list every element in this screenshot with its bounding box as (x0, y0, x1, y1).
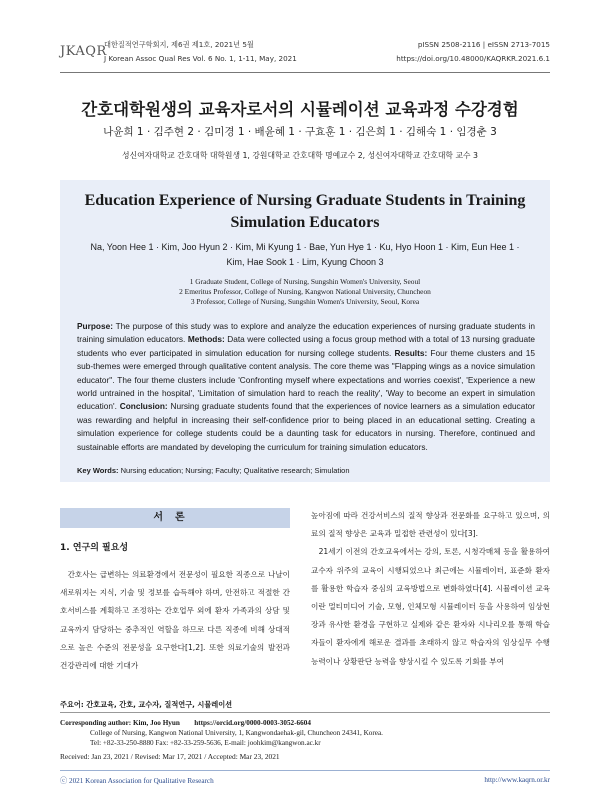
subsection-heading: 1. 연구의 필요성 (60, 543, 129, 553)
corresponding-author-line (60, 718, 550, 728)
affiliation-line: 3 Professor, College of Nursing, Sungshin Women's University, Seoul, Korea (190, 297, 420, 306)
corresponding-author-block (60, 718, 550, 748)
orcid-link[interactable]: https://orcid.org/0000-0003-3052-6604 (194, 719, 311, 727)
body-paragraph: 21세기 이전의 간호교육에서는 강의, 토론, 시청각매체 등을 활용하여 교수자 위주의 교육이 시행되었으나 최근에는 시뮬레이터, 표준화 환자를 활용한 학습자 중심의 교육방법으로 변화하였다[4]. 시뮬레이션 교육이란 멀티미디어 기술, 모형, 인체모형 시뮬레이터 등을 사용하여 임상현장과 유사한 환경을 구현하고 실제와 같은 환자와 시나리오를 통해 학습자들이 환자에게 해로운 결과를 초래하지 않고 학습자의 임상실무 수행능력이나 상황판단 능력을 향상시킬 수 있도록 기회를 부여 (311, 547, 550, 666)
keywords-label: Key Words: (77, 466, 119, 475)
abstract-text (77, 320, 535, 454)
english-title-line: Education Experience of Nursing Graduate Students in Training (84, 192, 526, 209)
keywords-text: Nursing education; Nursing; Faculty; Qualitative research; Simulation (118, 466, 350, 475)
author-address: College of Nursing, Kangwon National University, 1, Kangwondaehak-gil, Chuncheon 24341, Korea. (90, 729, 383, 737)
journal-header (60, 40, 550, 68)
english-affiliations (60, 277, 550, 307)
english-keywords (77, 466, 535, 475)
journal-citation-kr: 대한질적연구학회지, 제6권 제1호, 2021년 5월 (104, 40, 254, 49)
english-authors-line: Kim, Hae Sook 1 · Lim, Kyung Choon 3 (226, 257, 384, 267)
affiliation-line: 2 Emeritus Professor, College of Nursing, Kangwon National University, Chuncheon (179, 287, 431, 296)
purpose-label: Purpose: (77, 321, 113, 331)
english-title-line: Simulation Educators (230, 214, 380, 231)
affiliation-line: 1 Graduate Student, College of Nursing, Sungshin Women's University, Seoul (189, 277, 421, 286)
results-label: Results: (394, 347, 428, 358)
english-authors (60, 240, 550, 270)
methods-text: Data were collected using a focus group method with a total of 13 nursing graduate students who ever participated in simulation education for nursing college students. (77, 334, 535, 358)
methods-label: Methods: (187, 334, 225, 345)
author-contact: Tel: +82-33-250-8880 Fax: +82-33-259-5636, E-mail: joohkim@kangwon.ac.kr (90, 739, 321, 747)
body-paragraph: 간호사는 급변하는 의료환경에서 전문성이 필요한 직종으로 나날이 새로워지는 지식, 기술 및 정보를 습득해야 하며, 안전하고 적절한 간호서비스를 계획하고 조정하는 간호업무 외에 환자 가족과의 상담 및 교육까지 담당하는 중추적인 역할을 하므로 다른 직종에 비해 상대적으로 높은 수준의 전문성을 요구한다[1,2]. 또한 의료기술의 발전과 건강관리에 대한 기대가 (60, 570, 290, 671)
header-divider (60, 72, 550, 73)
right-column (311, 507, 550, 671)
corresponding-author-label: Corresponding author: (60, 719, 132, 727)
results-text: Four theme clusters and 15 sub-themes were emerged through qualitative content analysis. The core theme was "Flapping wings as a novice simulation educator". The four theme clusters include 'Confronting myself where expectations and worries coexist', 'Experience a new world untrained in the hospital', 'Limitation of simulation hard to reach the reality', 'Way to become an expert in simulation education'. (77, 347, 535, 412)
website-link[interactable]: http://www.kaqrn.or.kr (484, 776, 550, 784)
conclusion-label: Conclusion: (119, 401, 168, 412)
korean-authors: 나윤희 1 · 김주현 2 · 김미경 1 · 배윤혜 1 · 구효훈 1 · 김은희 1 · 김해숙 1 · 임경춘 3 (103, 126, 497, 138)
footer-divider (60, 770, 550, 771)
manuscript-dates: Received: Jan 23, 2021 / Revised: Mar 17, 2021 / Accepted: Mar 23, 2021 (60, 752, 280, 761)
left-column (60, 566, 290, 675)
conclusion-text: Nursing graduate students found that the experiences of novice learners as a simulation educator was rewarding and helpful in increasing their self-confidence prior to being placed in an educational setting. Creating a simulation experience for college students could be a daunting task for educators in nursing. Therefore, continued and sustainable efforts are mandated by developing the curriculum for training simulation educators. (77, 401, 536, 452)
english-authors-line: Na, Yoon Hee 1 · Kim, Joo Hyun 2 · Kim, Mi Kyung 1 · Bae, Yun Hye 1 · Ku, Hyo Hoon 1 · Kim, Eun Hee 1 · (90, 242, 520, 252)
korean-title: 간호대학원생의 교육자로서의 시뮬레이션 교육과정 수강경험 (81, 100, 519, 119)
journal-citation-en: J Korean Assoc Qual Res Vol. 6 No. 1, 1-11, May, 2021 (104, 54, 297, 63)
journal-logo: JKAQR (60, 44, 107, 59)
corresponding-author-name: Kim, Joo Hyun (131, 719, 180, 727)
korean-affiliations: 성신여자대학교 간호대학 대학원생 1, 강원대학교 간호대학 명예교수 2, 성신여자대학교 간호대학 교수 3 (122, 151, 478, 160)
footnote-divider (60, 712, 550, 713)
korean-keywords: 주요어: 간호교육, 간호, 교수자, 질적연구, 시뮬레이션 (60, 700, 233, 709)
copyright-notice: ⓒ 2021 Korean Association for Qualitative Research (60, 777, 214, 785)
purpose-text: The purpose of this study was to explore and analyze the education experiences of nursing graduate students in training simulation educators. (77, 321, 535, 345)
doi-link[interactable]: https://doi.org/10.48000/KAQRKR.2021.6.1 (396, 54, 550, 63)
issn: pISSN 2508-2116 | eISSN 2713-7015 (417, 40, 550, 49)
body-paragraph: 높아짐에 따라 건강서비스의 질적 향상과 전문화를 요구하고 있으며, 의료의 질적 향상은 교육과 밀접한 관련성이 있다[3]. (311, 511, 550, 539)
english-title (60, 190, 550, 234)
section-heading-introduction: 서론 (60, 508, 290, 528)
